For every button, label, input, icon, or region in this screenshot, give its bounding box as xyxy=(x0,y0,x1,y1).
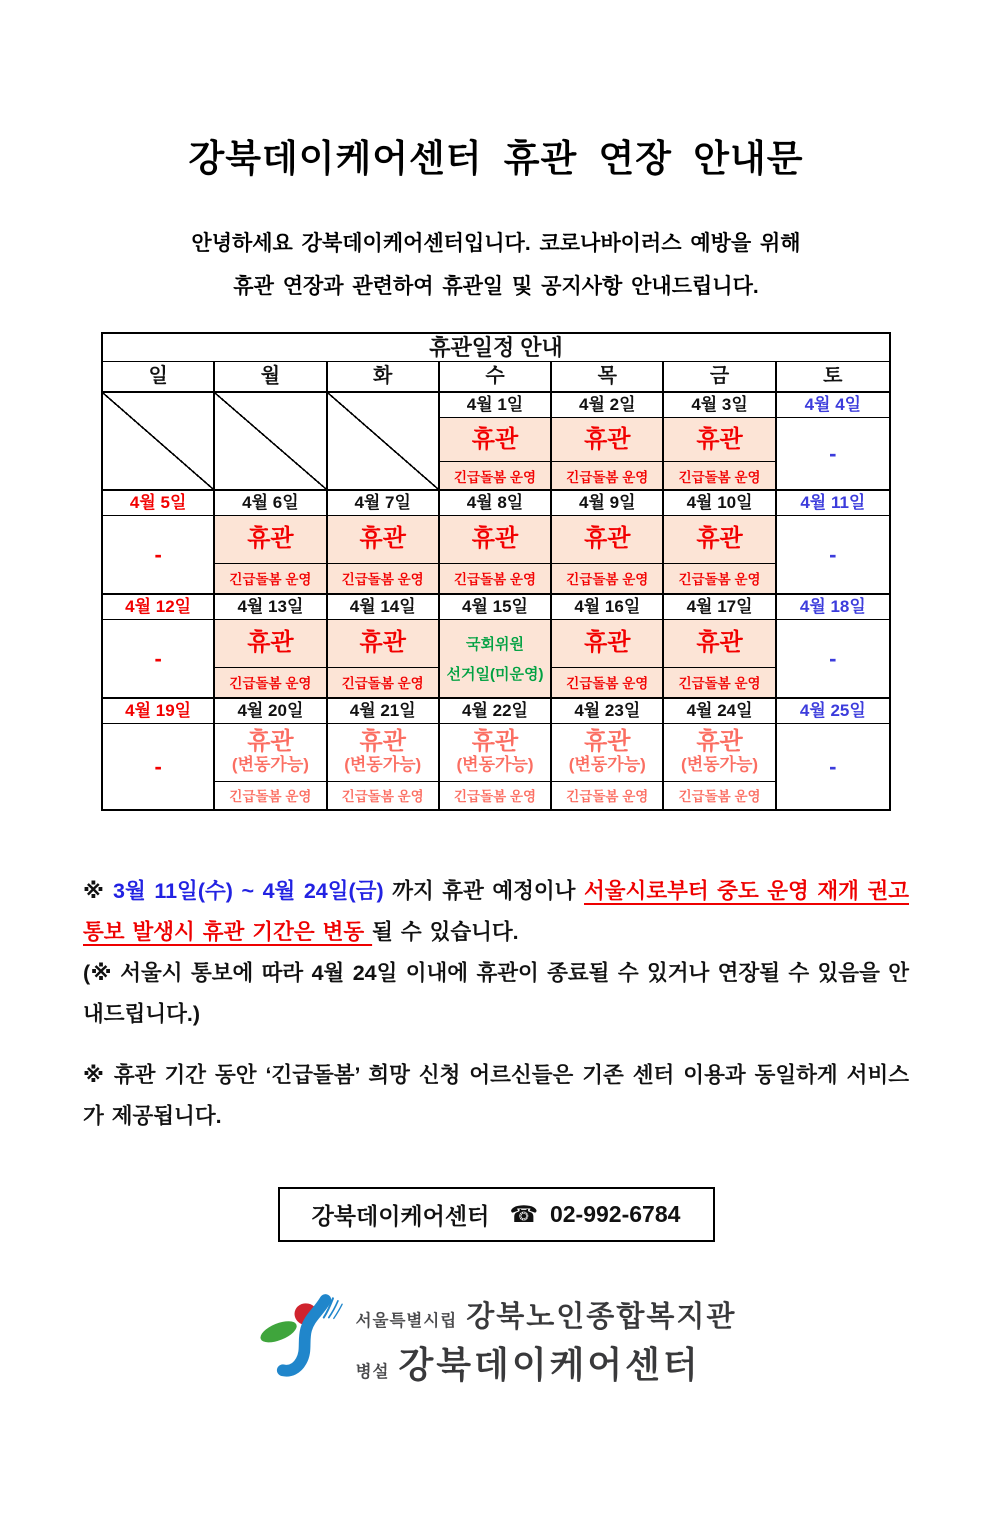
variable-label: (변동가능) xyxy=(681,755,759,775)
rest-day-dash: - xyxy=(829,753,837,779)
rest-day-dash: - xyxy=(829,440,837,466)
calendar-cell xyxy=(552,595,664,697)
closed-cell-main xyxy=(664,724,774,781)
org-logo xyxy=(0,1292,992,1390)
date-label: 4월 6일 xyxy=(215,491,325,516)
calendar-cell xyxy=(103,491,215,593)
closed-cell-main xyxy=(440,516,550,563)
closed-cell-main xyxy=(215,516,325,563)
rest-day-dash: - xyxy=(829,541,837,567)
date-label: 4월 17일 xyxy=(664,595,774,620)
closed-label: 휴관 xyxy=(696,728,743,756)
closed-cell-main xyxy=(440,418,550,461)
emergency-care-label: 긴급돌봄 운영 xyxy=(328,563,438,593)
notes-section xyxy=(83,871,909,1137)
emergency-care-label: 긴급돌봄 운영 xyxy=(328,781,438,809)
schedule-table-title: 휴관일정 안내 xyxy=(103,334,889,362)
note-1-warning: 서울시로부터 중도 운영 재개 권고 통보 발생시 휴관 기간은 변동 xyxy=(83,879,909,944)
rest-day-dash: - xyxy=(829,645,837,671)
variable-label: (변동가능) xyxy=(231,755,309,775)
date-label: 4월 4일 xyxy=(777,393,889,418)
calendar-cell xyxy=(215,491,327,593)
date-label: 4월 5일 xyxy=(103,491,213,516)
calendar-cell xyxy=(440,393,552,489)
date-label: 4월 13일 xyxy=(215,595,325,620)
closed-label: 휴관 xyxy=(359,728,406,756)
emergency-care-label: 긴급돌봄 운영 xyxy=(664,781,774,809)
calendar-cell xyxy=(103,393,215,489)
closed-cell-main xyxy=(328,620,438,667)
intro-text xyxy=(0,222,992,308)
calendar-cell xyxy=(215,595,327,697)
day-header-tue: 화 xyxy=(328,362,440,391)
closed-label: 휴관 xyxy=(696,629,743,657)
calendar-cell xyxy=(440,595,552,697)
date-label: 4월 18일 xyxy=(777,595,889,620)
date-label: 4월 25일 xyxy=(777,699,889,724)
election-line-2: 선거일(미운영) xyxy=(446,666,544,683)
closed-label: 휴관 xyxy=(247,629,294,657)
date-label: 4월 24일 xyxy=(664,699,774,724)
closed-cell-main xyxy=(552,724,662,781)
date-label: 4월 23일 xyxy=(552,699,662,724)
calendar-week-2 xyxy=(103,489,889,593)
date-label: 4월 9일 xyxy=(552,491,662,516)
day-header-sun: 일 xyxy=(103,362,215,391)
emergency-care-label: 긴급돌봄 운영 xyxy=(440,461,550,489)
date-label: 4월 12일 xyxy=(103,595,213,620)
calendar-cell xyxy=(440,699,552,809)
closed-label: 휴관 xyxy=(471,728,519,756)
closed-label: 휴관 xyxy=(696,425,743,453)
closed-label: 휴관 xyxy=(584,728,631,756)
emergency-care-label: 긴급돌봄 운영 xyxy=(215,667,325,697)
note-1-mid: 까지 휴관 예정이나 xyxy=(392,879,576,903)
calendar-cell xyxy=(215,699,327,809)
closed-cell-main xyxy=(328,724,438,781)
contact-box xyxy=(278,1187,715,1242)
closed-label: 휴관 xyxy=(359,629,406,657)
day-header-fri: 금 xyxy=(664,362,776,391)
logo-welfare-center-name: 강북노인종합복지관 xyxy=(466,1301,737,1333)
closed-label: 휴관 xyxy=(584,629,631,657)
closed-cell-main xyxy=(664,620,774,667)
closed-label: 휴관 xyxy=(471,525,519,553)
note-3: ※ 휴관 기간 동안 ‘긴급돌봄’ 희망 신청 어르신들은 기존 센터 이용과 동일하게 서비스가 제공됩니다. xyxy=(83,1063,909,1128)
date-label: 4월 11일 xyxy=(777,491,889,516)
date-label: 4월 22일 xyxy=(440,699,550,724)
day-header-thu: 목 xyxy=(552,362,664,391)
day-header-sat: 토 xyxy=(823,365,843,387)
calendar-cell xyxy=(103,595,215,697)
calendar-cell xyxy=(440,491,552,593)
date-label: 4월 19일 xyxy=(103,699,213,724)
variable-label: (변동가능) xyxy=(568,755,646,775)
closed-cell-main xyxy=(440,724,550,781)
date-label: 4월 21일 xyxy=(328,699,438,724)
emergency-care-label: 긴급돌봄 운영 xyxy=(440,563,550,593)
emergency-care-label: 긴급돌봄 운영 xyxy=(552,461,662,489)
note-2: (※ 서울시 통보에 따라 4월 24일 이내에 휴관이 종료될 수 있거나 연장될 수 있음을 안내드립니다.) xyxy=(83,961,909,1026)
calendar-cell xyxy=(552,491,664,593)
closed-cell-main xyxy=(552,418,662,461)
closed-label: 휴관 xyxy=(584,425,631,453)
closed-label: 휴관 xyxy=(247,525,294,553)
election-line-1: 국회위원 xyxy=(466,636,524,653)
closed-label: 휴관 xyxy=(471,425,519,453)
calendar-week-3 xyxy=(103,593,889,697)
date-label: 4월 1일 xyxy=(440,393,550,418)
intro-line-2: 휴관 연장과 관련하여 휴관일 및 공지사항 안내드립니다. xyxy=(233,275,759,298)
contact-center-name: 강북데이케어센터 xyxy=(311,1203,490,1229)
emergency-care-label: 긴급돌봄 운영 xyxy=(215,781,325,809)
calendar-cell xyxy=(777,491,889,593)
calendar-cell xyxy=(664,595,776,697)
emergency-care-label: 긴급돌봄 운영 xyxy=(552,781,662,809)
closed-label: 휴관 xyxy=(696,525,743,553)
note-1-tail: 될 수 있습니다. xyxy=(372,920,519,944)
election-day-label xyxy=(440,620,550,697)
calendar-cell xyxy=(215,393,327,489)
date-label: 4월 14일 xyxy=(328,595,438,620)
calendar-cell xyxy=(328,595,440,697)
date-label: 4월 16일 xyxy=(552,595,662,620)
calendar-weeks xyxy=(103,393,889,809)
date-label: 4월 10일 xyxy=(664,491,774,516)
calendar-cell xyxy=(328,491,440,593)
closed-cell-main xyxy=(215,620,325,667)
emergency-care-label: 긴급돌봄 운영 xyxy=(552,563,662,593)
rest-day-dash: - xyxy=(154,541,162,567)
emergency-care-label: 긴급돌봄 운영 xyxy=(664,461,774,489)
closed-label: 휴관 xyxy=(359,525,406,553)
page-title: 강북데이케어센터 휴관 연장 안내문 xyxy=(188,138,804,179)
day-header-row xyxy=(103,362,889,393)
date-label: 4월 8일 xyxy=(440,491,550,516)
date-label: 4월 20일 xyxy=(215,699,325,724)
phone-icon: ☎ xyxy=(509,1201,538,1227)
calendar-cell xyxy=(552,699,664,809)
closed-label: 휴관 xyxy=(584,525,631,553)
logo-daycare-center-name: 강북데이케어센터 xyxy=(398,1344,701,1385)
calendar-cell xyxy=(777,393,889,489)
closed-cell-main xyxy=(552,620,662,667)
emergency-care-label: 긴급돌봄 운영 xyxy=(440,781,550,809)
note-1 xyxy=(83,871,909,953)
calendar-cell xyxy=(664,699,776,809)
date-label: 4월 7일 xyxy=(328,491,438,516)
calendar-cell xyxy=(777,699,889,809)
date-label: 4월 15일 xyxy=(440,595,550,620)
calendar-week-1 xyxy=(103,393,889,489)
rest-day-dash: - xyxy=(154,753,162,779)
variable-label: (변동가능) xyxy=(456,755,534,775)
day-header-wed: 수 xyxy=(440,362,552,391)
calendar-cell xyxy=(777,595,889,697)
date-label: 4월 2일 xyxy=(552,393,662,418)
day-header-mon: 월 xyxy=(215,362,327,391)
closed-cell-main xyxy=(664,418,774,461)
emergency-care-label: 긴급돌봄 운영 xyxy=(664,563,774,593)
calendar-cell xyxy=(664,491,776,593)
emergency-care-label: 긴급돌봄 운영 xyxy=(215,563,325,593)
emergency-care-label: 긴급돌봄 운영 xyxy=(552,667,662,697)
closure-schedule-table xyxy=(101,332,891,811)
calendar-cell xyxy=(552,393,664,489)
calendar-cell xyxy=(328,699,440,809)
closed-cell-main xyxy=(328,516,438,563)
emergency-care-label: 긴급돌봄 운영 xyxy=(328,667,438,697)
note-1-marker: ※ xyxy=(83,879,105,903)
closed-cell-main xyxy=(664,516,774,563)
seoul-city-symbol-icon xyxy=(256,1292,348,1390)
closed-label: 휴관 xyxy=(247,728,294,756)
calendar-week-4 xyxy=(103,697,889,809)
emergency-care-label: 긴급돌봄 운영 xyxy=(664,667,774,697)
closed-cell-main xyxy=(215,724,325,781)
intro-line-1: 안녕하세요 강북데이케어센터입니다. 코로나바이러스 예방을 위해 xyxy=(191,232,801,255)
calendar-cell xyxy=(103,699,215,809)
date-label: 4월 3일 xyxy=(664,393,774,418)
calendar-cell xyxy=(664,393,776,489)
rest-day-dash: - xyxy=(154,645,162,671)
logo-annex-label: 병설 xyxy=(355,1363,390,1381)
closed-cell-main xyxy=(552,516,662,563)
logo-city-label: 서울특별시립 xyxy=(355,1312,458,1330)
contact-phone-number: 02-992-6784 xyxy=(549,1201,681,1227)
calendar-cell xyxy=(328,393,440,489)
note-1-period: 3월 11일(수) ~ 4월 24일(금) xyxy=(113,879,384,903)
variable-label: (변동가능) xyxy=(344,755,422,775)
